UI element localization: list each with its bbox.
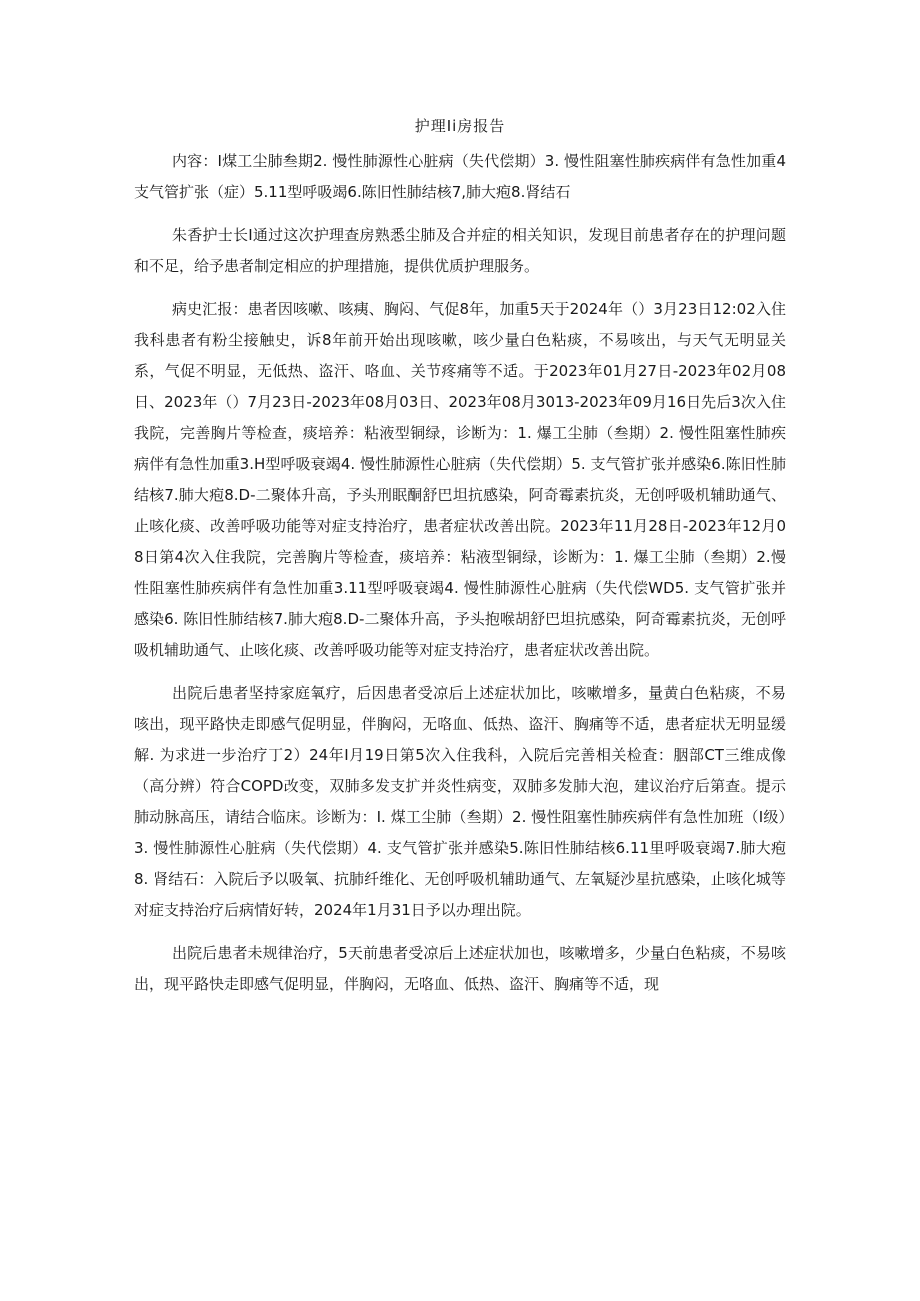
paragraph-after-discharge-1: 出院后患者坚持家庭氧疗，后因患者受凉后上述症状加比，咳嗽增多，量黄白色粘痰，不易咳出，现平路快走即感气促明显，伴胸闷，无咯血、低热、盗汗、胸痛等不适，患者症状无明显缓解. 为求进一步治疗丁2）24年I月19日第5次入住我科，入院后完善相关检査：胭部CT三维成像（高分辨）符合COPD改变，双肺多发支扩并炎性病变，双肺多发肺大泡，建议治疗后第查。提示肺动脉高压，请结合临床。诊断为：I. 煤工尘肺（叁期）2. 慢性阻塞性肺疾病伴有急性加班（I级）3. 慢性肺源性心脏病（失代偿期）4. 支气管扩张并感染5.陈旧性肺结核6.11里呼吸衰竭7.肺大疱8. 肾结石：入院后予以吸氧、抗肺纤维化、无创呼吸机辅助通气、左氧疑沙星抗感染，止咳化城等对症支持治疗后病情好转，2024年1月31日予以办理出院。 bbox=[134, 684, 786, 919]
paragraph-content-list: 内容：I煤工尘肺叁期2. 慢性肺源性心脏病（失代偿期）3. 慢性阻塞性肺疾病伴有急性加重4支气管扩张（症）5.11型呼吸竭6.陈旧性肺结核7,肺大疱8.肾结石 bbox=[134, 152, 786, 201]
document-title: 护理Ii房报告 bbox=[414, 117, 506, 135]
paragraph-head-nurse: 朱香护士长I通过这次护理查房熟悉尘肺及合并症的相关知识，发现目前患者存在的护理问题和不足，给予患者制定相应的护理措施，提供优质护理服务。 bbox=[134, 226, 786, 275]
paragraph-after-discharge-2: 出院后患者未规律治疗，5天前患者受凉后上述症状加也，咳嗽增多，少量白色粘痰，不易咳出，现平路快走即感气促明显，伴胸闷，无咯血、低热、盗汗、胸痛等不适，现 bbox=[134, 944, 786, 993]
paragraph-medical-history: 病史汇报：患者因咳嗽、咳痍、胸闷、气促8年，加重5天于2024年（）3月23日12:02入住我科患者有粉尘接触史，诉8年前开始出现咳嗽，咳少量白色粘痰，不易咳出，与天气无明显关系，气促不明显，无低热、盗汗、咯血、关节疼痛等不适。于2023年01月27日-2023年02月08日、2023年（）7月23日-2023年08月03日、2023年08月3013-2023年09月16日先后3次入住我院，完善胸片等检查，痰培养：粘液型铜绿，诊断为：1. 爆工尘肺（叁期）2. 慢性阻塞性肺疾病伴有急性加重3.H型呼吸衰竭4. 慢性肺源性心脏病（失代偿期）5. 支气管扩张并感染6.陈旧性肺结核7.肺大疱8.D-二聚体升高，予头刑眠酮舒巴坦抗感染，阿奇霉素抗炎，无创呼吸机辅助通气、止咳化痰、改善呼吸功能等对症支持治疗，患者症状改善出院。2023年11月28日-2023年12月08日第4次入住我院，完善胸片等检查，痰培养：粘液型铜绿，诊断为：1. 爆工尘肺（叁期）2.慢性阻塞性肺疾病伴有急性加重3.11型呼吸衰竭4. 慢性肺源性心脏病（失代偿WD5. 支气管扩张并感染6. 陈旧性肺结核7.肺大疱8.D-二聚体升高，予头抱喉胡舒巴坦抗感染，阿奇霉素抗炎，无创呼吸机辅助通气、止咳化痰、改善呼吸功能等对症支持治疗，患者症状改善出院。 bbox=[134, 300, 786, 659]
document-body bbox=[134, 146, 786, 1012]
